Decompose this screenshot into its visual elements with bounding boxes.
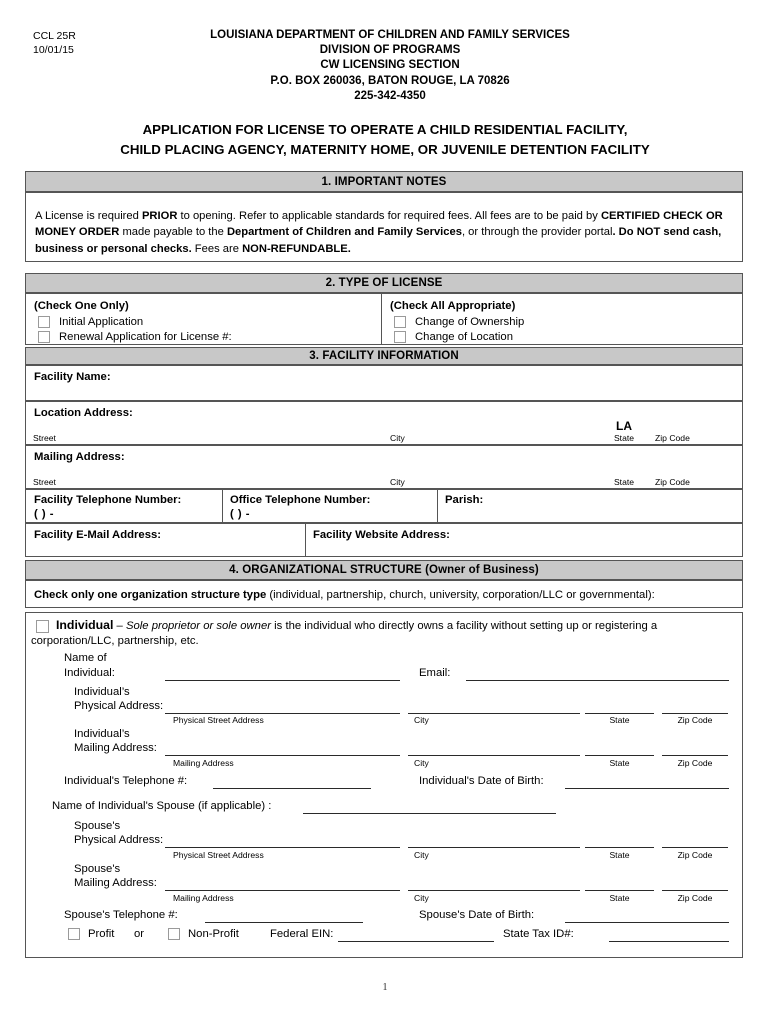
office-phone-input[interactable]: ( ) - [230,508,251,520]
location-state-sublabel: State [613,433,635,443]
individual-italic-phrase: Sole proprietor or sole owner [125,620,272,632]
check-one-structure-text [34,588,655,602]
individual-physical-state-sublabel: State [609,715,630,725]
individual-physical-label-line-2: Physical Address: [74,700,164,712]
check-all-appropriate-label: (Check All Appropriate) [390,300,516,312]
federal-ein-input[interactable] [338,941,494,942]
spouse-dob-label: Spouse's Date of Birth: [419,909,535,921]
check-one-structure-bold: Check only one organization structure type [34,589,267,601]
location-address-row[interactable] [25,401,743,445]
parish-label: Parish: [445,494,484,506]
phone-parish-row [25,489,743,523]
section-4-header: 4. ORGANIZATIONAL STRUCTURE (Owner of Business) [25,560,743,580]
location-state-value: LA [616,419,632,433]
mailing-city-sublabel: City [390,477,405,487]
spouse-physical-state-sublabel: State [609,850,630,860]
section-1-header: 1. IMPORTANT NOTES [25,171,743,192]
individual-dob-input[interactable] [565,788,729,789]
mailing-zip-sublabel: Zip Code [655,477,690,487]
mailing-address-label: Mailing Address: [34,451,125,463]
individual-mailing-zip-sublabel: Zip Code [677,758,713,768]
spouse-mailing-zip-input[interactable] [662,890,728,891]
form-code: CCL 25R [33,30,76,42]
individual-physical-label-line-1: Individual’s [74,686,130,698]
individual-email-label: Email: [419,667,451,679]
important-notes-text [35,208,735,257]
spouse-mailing-street-input[interactable] [165,890,400,891]
email-website-row [25,523,743,557]
notes-bold-payee: Department of Children and Family Services [226,226,462,239]
checkbox-change-of-location[interactable] [394,331,406,343]
office-phone-label: Office Telephone Number: [230,494,371,506]
spouse-mailing-label-line-1: Spouse's [74,863,121,875]
page-number: 1 [382,982,388,993]
label-change-of-ownership: Change of Ownership [415,316,525,328]
individual-mailing-street-input[interactable] [165,755,400,756]
agency-phone: 225-342-4350 [354,89,426,102]
individual-dob-label: Individual's Date of Birth: [419,775,544,787]
individual-mailing-zip-input[interactable] [662,755,728,756]
location-street-sublabel: Street [33,433,56,443]
individual-name-label-line-2: Individual: [64,667,115,679]
individual-mailing-city-input[interactable] [408,755,580,756]
spouse-telephone-input[interactable] [205,922,363,923]
form-revision-date: 10/01/15 [33,44,74,56]
facility-website-label: Facility Website Address: [313,529,450,541]
individual-name-label-line-1: Name of [64,652,107,664]
email-row-divider [305,524,306,556]
individual-mailing-state-sublabel: State [609,758,630,768]
label-non-profit: Non-Profit [188,928,239,940]
notes-part-2: to opening. Refer to applicable standards for required fees. All fees are to be paid by [177,210,601,222]
section-2-header: 2. TYPE OF LICENSE [25,273,743,293]
federal-ein-label: Federal EIN: [270,928,334,940]
label-profit: Profit [88,928,115,940]
checkbox-initial-application[interactable] [38,316,50,328]
location-city-sublabel: City [390,433,405,443]
individual-physical-street-sublabel: Physical Street Address [173,715,264,725]
agency-address-block [120,28,660,104]
phone-row-divider-2 [437,490,438,522]
location-zip-sublabel: Zip Code [655,433,690,443]
spouse-mailing-zip-sublabel: Zip Code [677,893,713,903]
label-change-of-location: Change of Location [415,331,513,343]
individual-dash: – [113,620,126,632]
notes-bold-payment-method: CERTIFIED CHECK OR MONEY ORDER [35,210,723,239]
notes-bold-do-not-send: . Do NOT send cash, business or personal checks. [35,226,722,255]
spouse-physical-label-line-2: Physical Address: [74,834,164,846]
agency-line-1: LOUISIANA DEPARTMENT OF CHILDREN AND FAMILY SERVICES [210,29,570,41]
spouse-name-input[interactable] [303,813,556,814]
spouse-mailing-state-input[interactable] [585,890,654,891]
notes-bold-prior: PRIOR [141,210,178,222]
label-renewal-application: Renewal Application for License #: [59,331,232,343]
page-title [40,120,730,160]
facility-phone-label: Facility Telephone Number: [34,494,182,506]
notes-part-3: made payable to the [119,226,227,239]
individual-telephone-label: Individual's Telephone #: [64,775,188,787]
spouse-physical-city-sublabel: City [414,850,429,860]
spouse-mailing-label-line-2: Mailing Address: [74,877,157,889]
checkbox-profit[interactable] [68,928,80,940]
checkbox-non-profit[interactable] [168,928,180,940]
spouse-mailing-street-sublabel: Mailing Address [173,893,234,903]
state-tax-id-label: State Tax ID#: [503,928,574,940]
mailing-street-sublabel: Street [33,477,56,487]
mailing-state-sublabel: State [613,477,635,487]
checkbox-change-of-ownership[interactable] [394,316,406,328]
section-2-body [25,293,743,345]
individual-mailing-label-line-1: Individual’s [74,728,130,740]
individual-physical-zip-sublabel: Zip Code [677,715,713,725]
spouse-mailing-city-input[interactable] [408,890,580,891]
notes-part-1: A License is required [35,210,142,222]
spouse-physical-label-line-1: Spouse's [74,820,121,832]
individual-structure-label: Individual [56,618,114,632]
section-2-column-divider [381,294,382,344]
individual-email-input[interactable] [466,680,729,681]
facility-name-row[interactable] [25,365,743,401]
spouse-physical-street-input[interactable] [165,847,400,848]
individual-structure-description-line-1 [56,618,657,633]
facility-phone-input[interactable]: ( ) - [34,508,55,520]
spouse-physical-street-sublabel: Physical Street Address [173,850,264,860]
title-line-1: APPLICATION FOR LICENSE TO OPERATE A CHILD RESIDENTIAL FACILITY, [142,122,628,137]
location-address-label: Location Address: [34,407,133,419]
individual-owner-box [25,612,743,958]
label-or: or [134,928,145,940]
individual-telephone-input[interactable] [213,788,371,789]
agency-line-4: P.O. BOX 260036, BATON ROUGE, LA 70826 [270,74,510,87]
agency-line-2: DIVISION OF PROGRAMS [319,44,461,57]
spouse-telephone-label: Spouse's Telephone #: [64,909,178,921]
notes-bold-nonrefundable: NON-REFUNDABLE. [242,242,351,255]
form-code-block [33,29,76,57]
facility-name-label: Facility Name: [34,371,111,383]
individual-mailing-street-sublabel: Mailing Address [173,758,234,768]
individual-physical-city-input[interactable] [408,713,580,714]
agency-line-3: CW LICENSING SECTION [320,59,460,72]
individual-name-input[interactable] [165,680,400,681]
spouse-name-label: Name of Individual's Spouse (if applicable) : [52,800,272,812]
organization-structure-instruction-row [25,580,743,608]
section-3-header: 3. FACILITY INFORMATION [25,347,743,365]
spouse-dob-input[interactable] [565,922,729,923]
section-1-body [25,192,743,262]
spouse-physical-state-input[interactable] [585,847,654,848]
check-one-structure-rest: (individual, partnership, church, university, corporation/LLC or governmental): [266,589,655,601]
spouse-physical-zip-input[interactable] [662,847,728,848]
checkbox-renewal-application[interactable] [38,331,50,343]
spouse-physical-zip-sublabel: Zip Code [677,850,713,860]
facility-email-label: Facility E-Mail Address: [34,529,162,541]
title-line-2: CHILD PLACING AGENCY, MATERNITY HOME, OR JUVENILE DETENTION FACILITY [120,142,650,157]
label-initial-application: Initial Application [59,316,144,328]
individual-mailing-label-line-2: Mailing Address: [74,742,157,754]
notes-part-4: , or through the provider portal [461,226,613,239]
individual-description-rest: is the individual who directly owns a facility without setting up or registering a [271,620,658,632]
notes-part-5: Fees are [191,242,243,255]
state-tax-id-input[interactable] [609,941,729,942]
individual-structure-description-line-2: corporation/LLC, partnership, etc. [31,635,199,647]
individual-physical-city-sublabel: City [414,715,429,725]
spouse-mailing-state-sublabel: State [609,893,630,903]
individual-mailing-state-input[interactable] [585,755,654,756]
individual-mailing-city-sublabel: City [414,758,429,768]
check-one-only-label: (Check One Only) [34,300,129,312]
spouse-mailing-city-sublabel: City [414,893,429,903]
mailing-address-row[interactable] [25,445,743,489]
checkbox-individual-structure[interactable] [36,620,49,633]
spouse-physical-city-input[interactable] [408,847,580,848]
phone-row-divider-1 [222,490,223,522]
